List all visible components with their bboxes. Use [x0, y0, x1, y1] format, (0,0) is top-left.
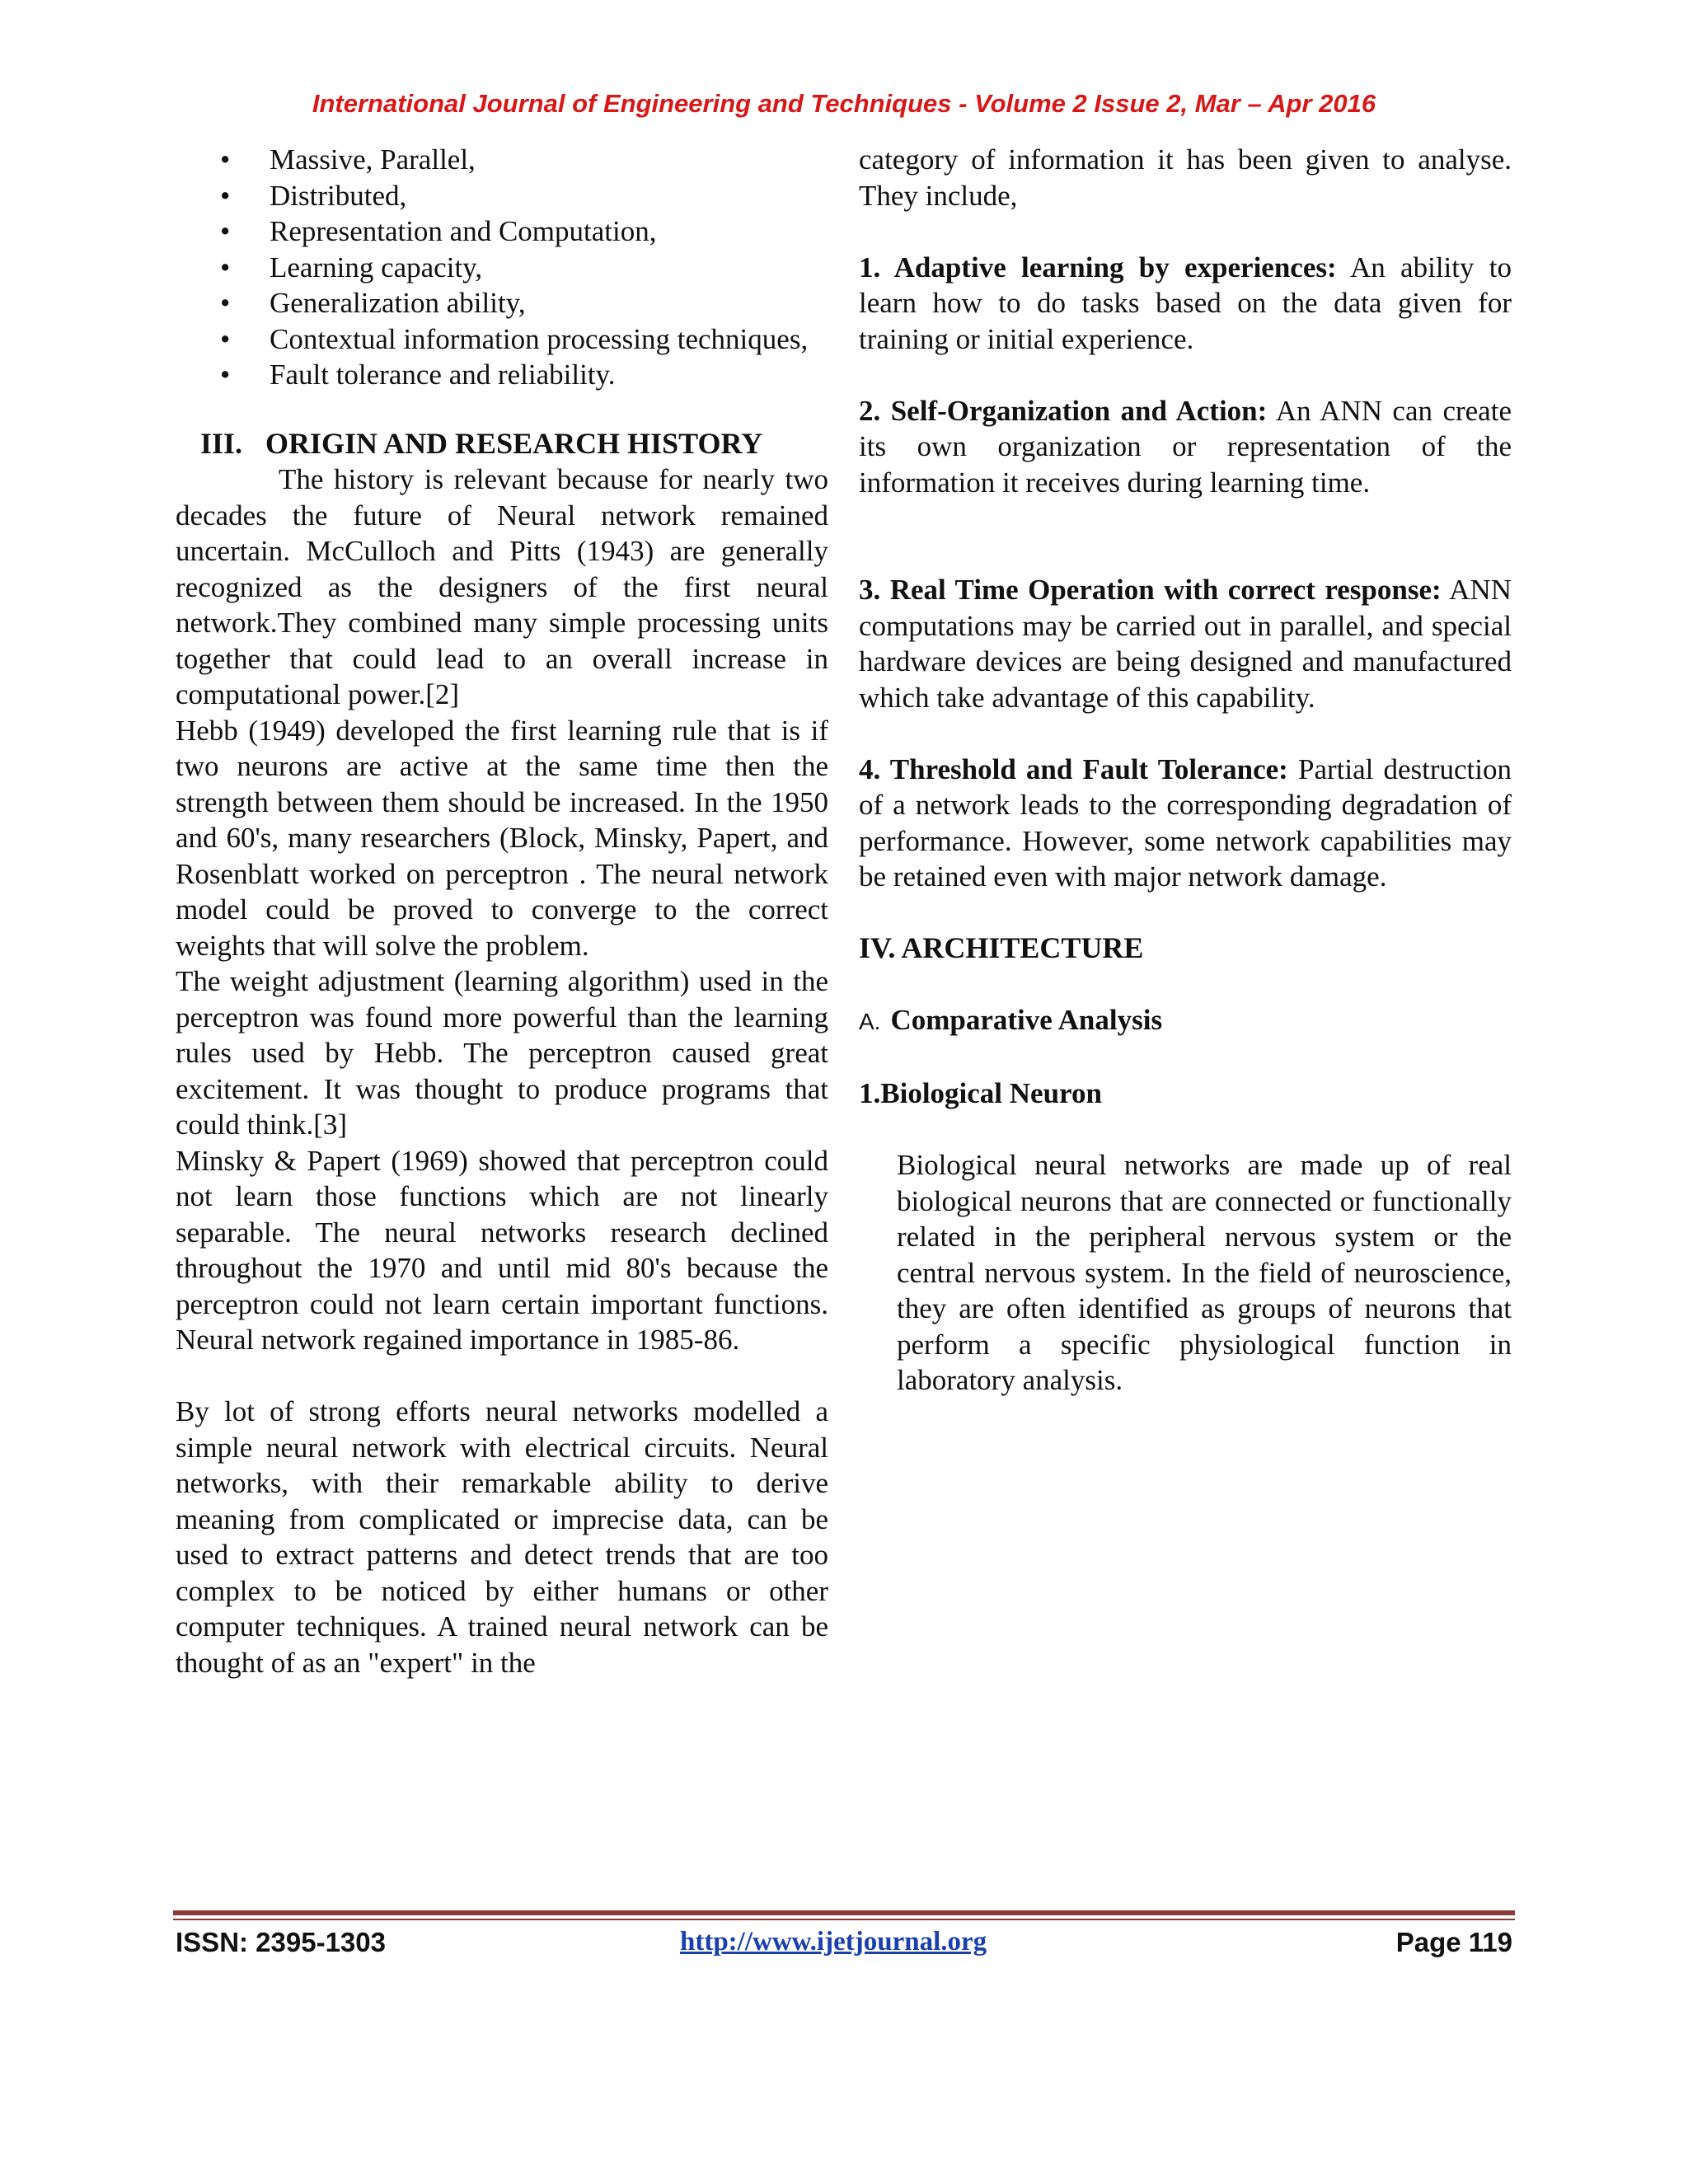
feature-title: 2. Self-Organization and Action: — [859, 394, 1268, 427]
paragraph-continuation: category of information it has been given to analyse. They include, — [859, 143, 1512, 212]
feature-text: An ANN can create its own organization or representation of the information it receives during learning time. — [859, 394, 1512, 499]
paragraph-history: The history is relevant because for nearly two decades the future of Neural network remained uncertain. McCulloch and Pitts (1943) are generally recognized as the designers of the first neural network.They combined many simple processing units together that could lead to an overall increase in computational power.[2] — [176, 463, 828, 710]
feature-title: 1. Adaptive learning by experiences: — [859, 251, 1337, 284]
right-column — [859, 142, 1512, 1399]
section-heading-architecture: IV. ARCHITECTURE — [859, 931, 1144, 964]
page-number: Page 119 — [1395, 1927, 1512, 1957]
bullet-item: • Distributed, — [176, 178, 828, 214]
feature-text: An ability to learn how to do tasks based on the data given for training or initial experience. — [859, 251, 1512, 355]
section-number: III. — [200, 426, 243, 460]
feature-text: Partial destruction of a network leads to the corresponding degradation of performance. However, some network capabilities may be retained even with major network damage. — [859, 752, 1512, 893]
bullet-item: • Massive, Parallel, — [176, 142, 828, 178]
journal-url-link[interactable]: http://www.ijetjournal.org — [680, 1927, 987, 1957]
subsection-heading-comparative — [859, 1002, 1512, 1040]
section-heading-origin — [176, 426, 828, 462]
journal-header: International Journal of Engineering and Techniques - Volume 2 Issue 2, Mar – Apr 2016 — [312, 89, 1376, 118]
paragraph-weight-adjustment: The weight adjustment (learning algorithm) used in the perceptron was found more powerful than the learning rules used by Hebb. The perceptron caused great excitement. It was thought to produce programs that could think.[3] — [176, 965, 828, 1141]
biological-neuron-heading: 1.Biological Neuron — [859, 1077, 1102, 1109]
paragraph-hebb: Hebb (1949) developed the first learning rule that is if two neurons are active at the same time then the strength between them should be increased. In the 1950 and 60's, many researchers (Block, Minsky, Papert, and Rosenblatt worked on perceptron . The neural network model could be proved to converge to the correct weights that will solve the problem. — [176, 714, 828, 962]
issn-label: ISSN: 2395-1303 — [176, 1927, 386, 1957]
feature-self-organization — [859, 393, 1512, 501]
feature-fault-tolerance — [859, 752, 1512, 895]
paragraph-biological-neuron: Biological neural networks are made up of real biological neurons that are connected or functionally related in the peripheral nervous system or the central nervous system. In the field of neuroscience, they are often identified as groups of neurons that perform a specific physiological function in laboratory analysis. — [897, 1149, 1512, 1396]
subsection-letter: A. — [859, 1009, 881, 1034]
feature-bullet-list — [176, 142, 828, 393]
feature-text: ANN computations may be carried out in parallel, and special hardware devices are being designed and manufactured which take advantage of this capability. — [859, 574, 1512, 714]
section-title: ORIGIN AND RESEARCH HISTORY — [265, 426, 763, 460]
paragraph-minsky-papert: Minsky & Papert (1969) showed that perceptron could not learn those functions which are not linearly separable. The neural networks research declined throughout the 1970 and until mid 80's because the perceptron could not learn certain important functions. Neural network regained importance in 1985-86. — [176, 1144, 828, 1356]
bullet-item: • Representation and Computation, — [176, 213, 828, 250]
page-footer — [176, 1927, 1512, 1963]
footer-divider-thin — [173, 1919, 1515, 1920]
bullet-item: • Contextual information processing techniques, — [176, 321, 828, 358]
footer-divider — [173, 1910, 1515, 1915]
left-column — [176, 142, 828, 1680]
paragraph-strong-efforts: By lot of strong efforts neural networks modelled a simple neural network with electrical circuits. Neural networks, with their remarkable ability to derive meaning from complicated or imprecise data, can be used to extract patterns and detect trends that are too complex to be noticed by either humans or other computer techniques. A trained neural network can be thought of as an "expert" in the — [176, 1395, 828, 1679]
feature-title: 4. Threshold and Fault Tolerance: — [859, 752, 1288, 785]
feature-adaptive-learning — [859, 250, 1512, 358]
subsection-title: Comparative Analysis — [890, 1004, 1163, 1036]
feature-real-time — [859, 572, 1512, 715]
bullet-item: • Fault tolerance and reliability. — [176, 357, 828, 393]
bullet-item: • Generalization ability, — [176, 285, 828, 321]
bullet-item: • Learning capacity, — [176, 250, 828, 286]
feature-title: 3. Real Time Operation with correct response: — [859, 574, 1442, 606]
